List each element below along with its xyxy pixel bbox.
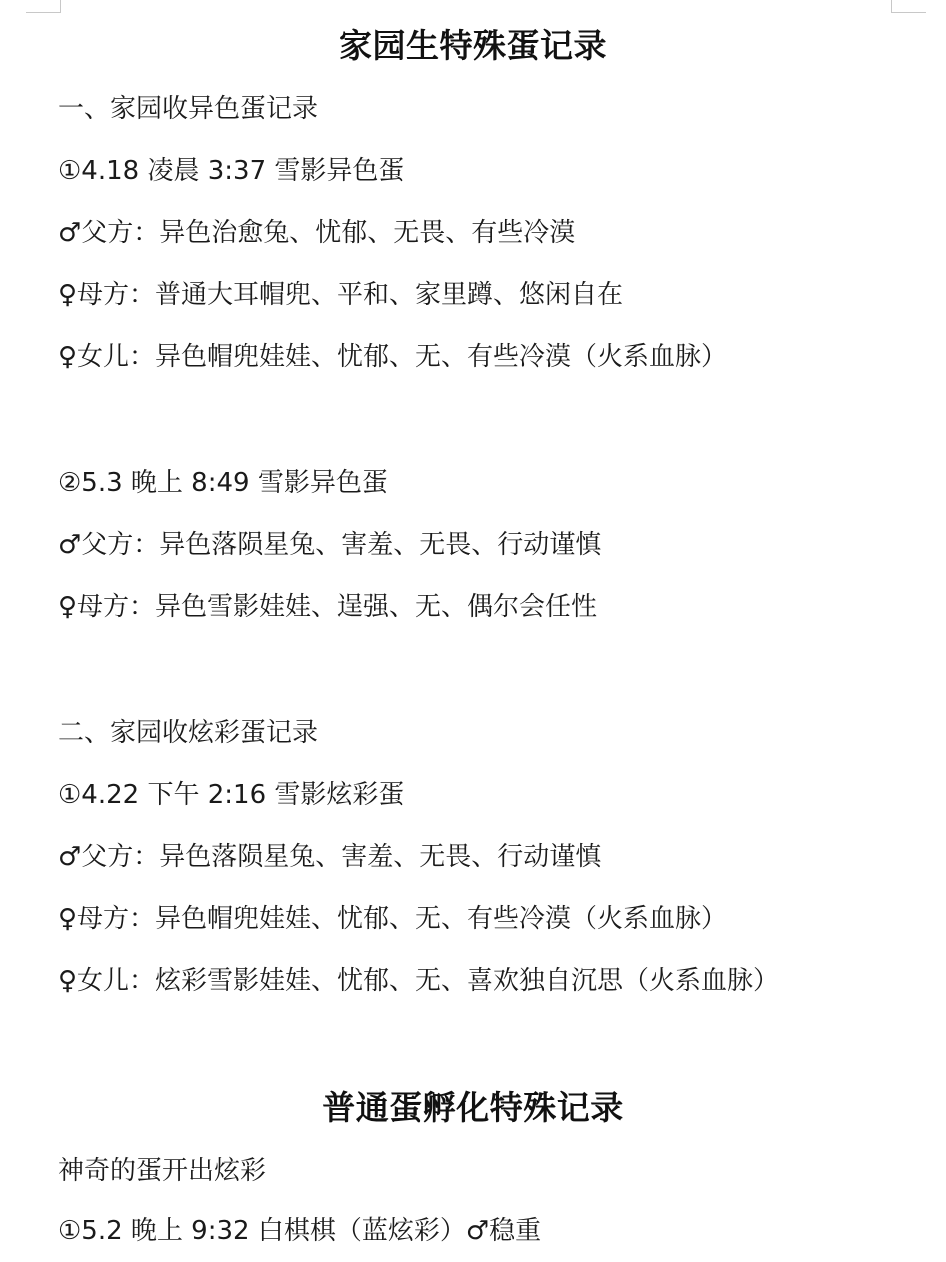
entry-daughter: ♀女儿：异色帽兜娃娃、忧郁、无、有些冷漠（火系血脉） (58, 342, 728, 372)
entry-daughter: ♀女儿：炫彩雪影娃娃、忧郁、无、喜欢独自沉思（火系血脉） (58, 966, 780, 996)
section-heading-colorful-eggs: 二、家园收炫彩蛋记录 (58, 718, 319, 748)
section-heading-normal-eggs: 神奇的蛋开出炫彩 (58, 1156, 267, 1186)
entry-header: ①5.2 晚上 9:32 白棋棋（蓝炫彩）♂稳重 (58, 1216, 542, 1246)
section-heading-shiny-eggs: 一、家园收异色蛋记录 (58, 94, 319, 124)
crop-mark-top-left (26, 0, 61, 13)
entry-mother: ♀母方：普通大耳帽兜、平和、家里蹲、悠闲自在 (58, 280, 624, 310)
entry-header: ①4.22 下午 2:16 雪影炫彩蛋 (58, 780, 405, 810)
entry-father: ♂父方：异色落陨星兔、害羞、无畏、行动谨慎 (58, 842, 602, 872)
entry-mother: ♀母方：异色帽兜娃娃、忧郁、无、有些冷漠（火系血脉） (58, 904, 728, 934)
crop-mark-top-right (891, 0, 926, 13)
entry-father: ♂父方：异色落陨星兔、害羞、无畏、行动谨慎 (58, 530, 602, 560)
document-title: 家园生特殊蛋记录 (339, 26, 607, 65)
entry-header: ①4.18 凌晨 3:37 雪影异色蛋 (58, 156, 405, 186)
entry-father: ♂父方：异色治愈兔、忧郁、无畏、有些冷漠 (58, 218, 576, 248)
entry-mother: ♀母方：异色雪影娃娃、逞强、无、偶尔会任性 (58, 592, 598, 622)
second-title: 普通蛋孵化特殊记录 (322, 1088, 624, 1127)
entry-header: ②5.3 晚上 8:49 雪影异色蛋 (58, 468, 388, 498)
